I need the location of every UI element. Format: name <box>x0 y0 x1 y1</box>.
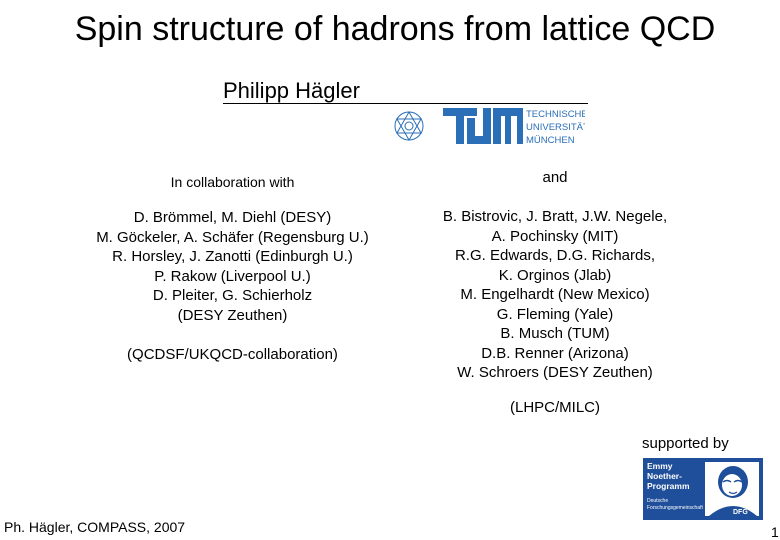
supported-by-label: supported by <box>642 435 729 452</box>
list-item: W. Schroers (DESY Zeuthen) <box>457 364 653 381</box>
list-item: D. Brömmel, M. Diehl (DESY) <box>133 209 332 226</box>
dfg-mark: DFG <box>733 509 748 516</box>
author-name: Philipp Hägler <box>223 78 360 103</box>
dfg-small-line-2: Forschungsgemeinschaft <box>647 505 703 511</box>
list-item: D.B. Renner (Arizona) <box>481 344 629 362</box>
dfg-text-line-1: Emmy <box>647 461 673 471</box>
list-item: (DESY Zeuthen) <box>177 306 288 324</box>
list-item: G. Fleming (Yale) <box>496 305 614 323</box>
footer-text: Ph. Hägler, COMPASS, 2007 <box>4 519 186 535</box>
dfg-text-line-3: Programm <box>647 481 690 491</box>
dfg-text-line-2: Noether- <box>647 471 682 481</box>
tum-text-line-3: MÜNCHEN <box>526 135 575 146</box>
portrait-icon <box>705 462 759 516</box>
tum-text-line-1: TECHNISCHE <box>526 109 585 120</box>
list-item: K. Orginos (Jlab) <box>498 266 612 284</box>
list-item: B. Bistrovic, J. Bratt, J.W. Negele, <box>442 208 668 225</box>
page-number: 1 <box>771 524 779 540</box>
tum-text-line-2: UNIVERSITÄT <box>526 122 585 133</box>
right-intro: and <box>542 169 568 186</box>
tum-logo <box>375 104 585 162</box>
left-collaborator-list <box>80 208 385 325</box>
tum-wordmark-icon <box>443 108 523 144</box>
tum-emblem-icon <box>395 112 423 140</box>
dfg-small-line-1: Deutsche <box>647 498 669 504</box>
list-item: R.G. Edwards, D.G. Richards, <box>454 247 656 264</box>
list-item: B. Musch (TUM) <box>500 325 610 342</box>
list-item: P. Rakow (Liverpool U.) <box>154 267 311 285</box>
left-intro: In collaboration with <box>170 174 295 190</box>
list-item: R. Horsley, J. Zanotti (Edinburgh U.) <box>112 248 353 265</box>
left-collaboration-name: (QCDSF/UKQCD-collaboration) <box>127 346 338 363</box>
dfg-emmy-noether-logo <box>643 458 763 520</box>
list-item: A. Pochinsky (MIT) <box>491 227 619 245</box>
list-item: M. Göckeler, A. Schäfer (Regensburg U.) <box>96 228 369 246</box>
list-item: M. Engelhardt (New Mexico) <box>460 286 650 303</box>
right-collaboration-name: (LHPC/MILC) <box>509 399 600 416</box>
slide-title: Spin structure of hadrons from lattice QCD <box>74 10 716 48</box>
list-item: D. Pleiter, G. Schierholz <box>152 287 313 304</box>
right-collaborator-list <box>415 207 695 383</box>
